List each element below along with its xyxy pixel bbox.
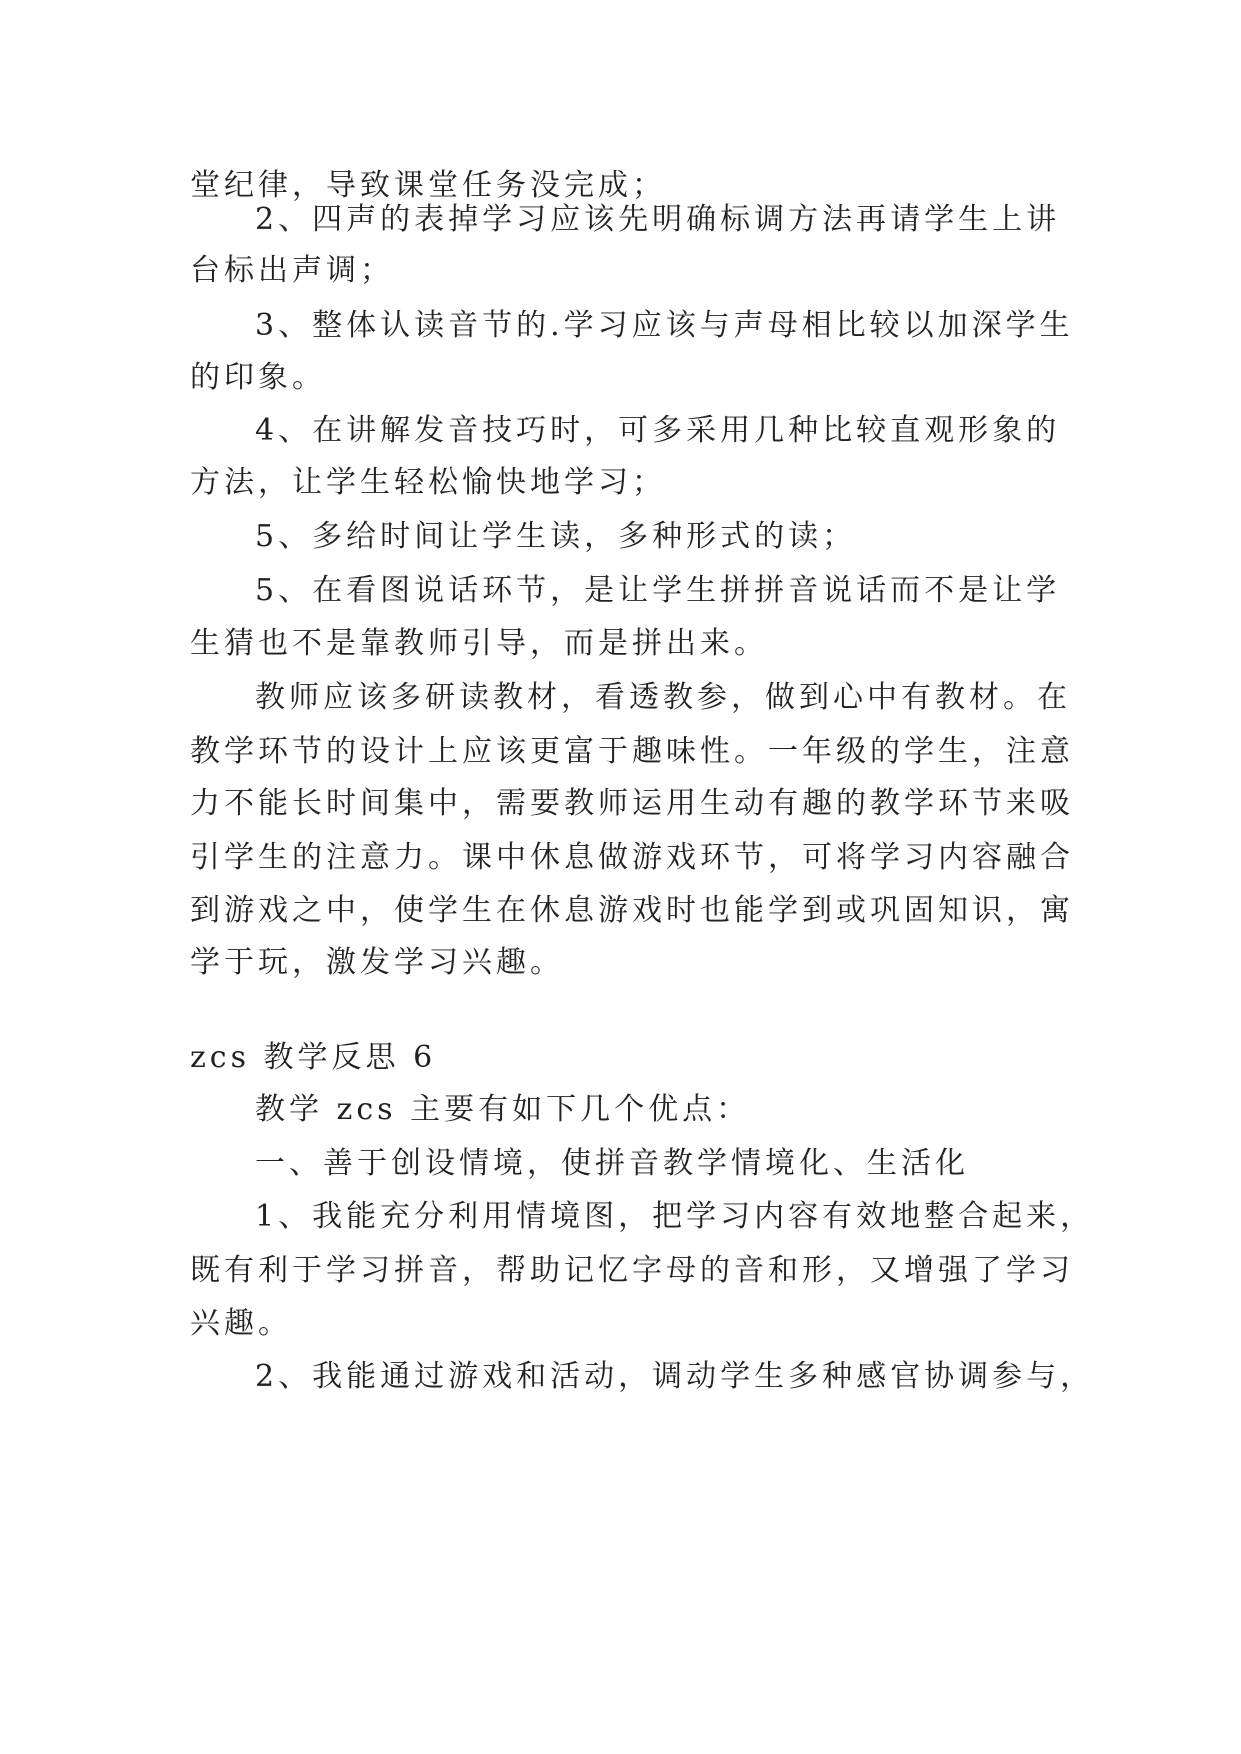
text-line: 力不能长时间集中，需要教师运用生动有趣的教学环节来吸 [190,786,1074,821]
section-heading: zcs 教学反思 6 [190,1040,437,1075]
text-line: 方法，让学生轻松愉快地学习； [190,465,666,500]
text-line: 一、善于创设情境，使拼音教学情境化、生活化 [255,1146,969,1181]
text-line: 教学环节的设计上应该更富于趣味性。一年级的学生，注意 [190,734,1074,769]
text-line: 兴趣。 [190,1306,292,1341]
text-line: 5、在看图说话环节，是让学生拼拼音说话而不是让学 [255,573,1061,608]
text-line: 2、我能通过游戏和活动，调动学生多种感官协调参与， [255,1359,1095,1394]
text-line: 1、我能充分利用情境图，把学习内容有效地整合起来， [255,1199,1095,1234]
text-line: 教师应该多研读教材，看透教参，做到心中有教材。在 [255,680,1071,715]
text-line: 既有利于学习拼音，帮助记忆字母的音和形，又增强了学习 [190,1253,1074,1288]
text-line: 3、整体认读音节的.学习应该与声母相比较以加深学生 [255,308,1074,343]
text-line: 台标出声调； [190,253,394,288]
text-line: 4、在讲解发音技巧时，可多采用几种比较直观形象的 [255,413,1061,448]
text-line: 5、多给时间让学生读，多种形式的读； [255,519,857,554]
text-line: 的印象。 [190,360,326,395]
text-line: 生猜也不是靠教师引导，而是拼出来。 [190,626,768,661]
text-line: 堂纪律，导致课堂任务没完成； [190,168,666,203]
text-line: 引学生的注意力。课中休息做游戏环节，可将学习内容融合 [190,840,1074,875]
text-line: 教学 zcs 主要有如下几个优点： [255,1092,751,1127]
text-line: 到游戏之中，使学生在休息游戏时也能学到或巩固知识，寓 [190,893,1074,928]
text-line: 学于玩，激发学习兴趣。 [190,945,564,980]
text-line: 2、四声的表掉学习应该先明确标调方法再请学生上讲 [255,202,1061,237]
